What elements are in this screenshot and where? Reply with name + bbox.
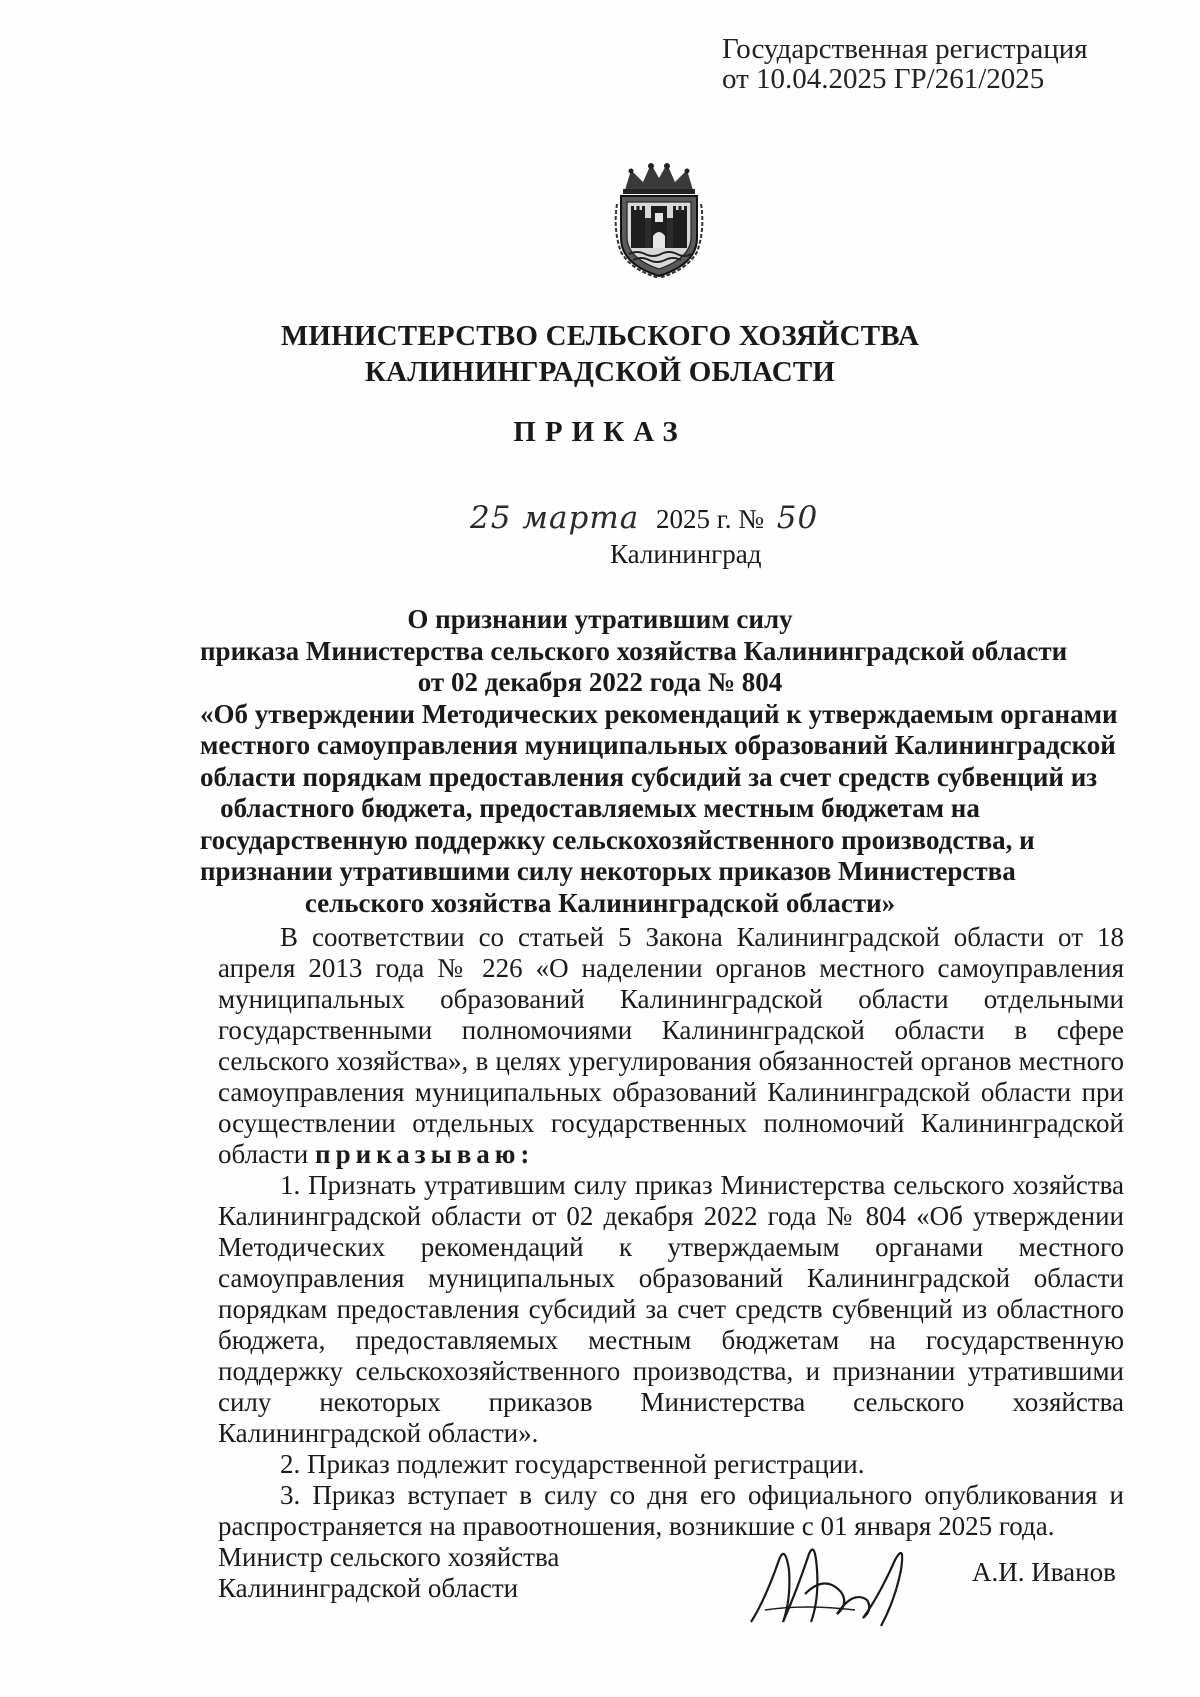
issue-city: Калининград [610,539,762,569]
heading-line: сельского хозяйства Калининградской области» [304,887,896,918]
order-subject-heading [200,604,1118,919]
order-item-3: 3. Приказ вступает в силу со дня его официального опубликования и распространяется на правоотношения, возникшие с 01 января 2025 года. [218,1480,1124,1541]
heading-line: О признании утратившим силу [407,604,793,634]
heading-line: областного бюджета, предоставляемых местным бюджетам на [220,793,980,823]
order-keyword: приказываю: [315,1139,535,1169]
signer-position-line-2: Калининградской области [218,1573,519,1603]
heading-line: признании утратившими силу некоторых приказов Министерства [200,856,1016,886]
order-body [218,922,1124,1542]
handwritten-order-number: 50 [776,500,819,536]
signer-position [218,1542,559,1604]
order-item-2: 2. Приказ подлежит государственной регистрации. [280,1449,865,1479]
preamble-paragraph [218,922,1124,1170]
heading-line: «Об утверждении Методических рекомендаций к утверждаемым органами [200,698,1118,729]
heading-line: местного самоуправления муниципальных образований Калининградской [200,730,1116,760]
order-item-1: 1. Признать утратившим силу приказ Министерства сельского хозяйства Калининградской области от 02 декабря 2022 года № 804 «Об утверждении Методических рекомендаций к утверждаемым органами местного самоуправления муниципальных образований Калининградской области порядкам предоставления субсидий за счет средств субвенций из областного бюджета, предоставляемых местным бюджетам на государственную поддержку сельскохозяйственного производства, и признании утратившими силу некоторых приказов Министерства сельского хозяйства Калининградской области». [218,1170,1124,1448]
signer-position-line-1: Министр сельского хозяйства [218,1542,560,1572]
order-date-line [470,500,818,540]
order-year: 2025 г. [655,504,732,534]
coat-of-arms-icon [611,160,707,278]
heading-line: государственную поддержку сельскохозяйственного производства, и [200,824,1035,855]
order-number-label: № [738,504,765,534]
ministry-name [0,318,1200,390]
heading-line: от 02 декабря 2022 года № 804 [417,667,783,697]
ministry-name-line-1: МИНИСТЕРСТВО СЕЛЬСКОГО ХОЗЯЙСТВА [280,320,920,352]
preamble-text: В соответствии со статьей 5 Закона Калининградской области от 18 апреля 2013 года № 226 «О наделении органов местного самоуправления муниципальных образований Калининградской области отдельными государственными полномочиями Калининградской области в сфере сельского хозяйства», в целях урегулирования обязанностей органов местного самоуправления муниципальных образований Калининградской области при осуществлении отдельных государственных полномочий Калининградской области [218,922,1124,1169]
registration-stamp [722,34,1088,94]
heading-line: области порядкам предоставления субсидий за счет средств субвенций из [200,761,1098,792]
document-type-title: ПРИКАЗ [513,416,687,448]
handwritten-date: 25 марта [470,500,640,536]
handwritten-signature-icon [745,1530,925,1630]
registration-line-2: от 10.04.2025 ГР/261/2025 [722,63,1045,95]
signer-name: А.И. Иванов [972,1557,1116,1587]
registration-line-1: Государственная регистрация [722,33,1088,65]
ministry-name-line-2: КАЛИНИНГРАДСКОЙ ОБЛАСТИ [364,356,836,388]
heading-line: приказа Министерства сельского хозяйства Калининградской области [200,635,1068,666]
